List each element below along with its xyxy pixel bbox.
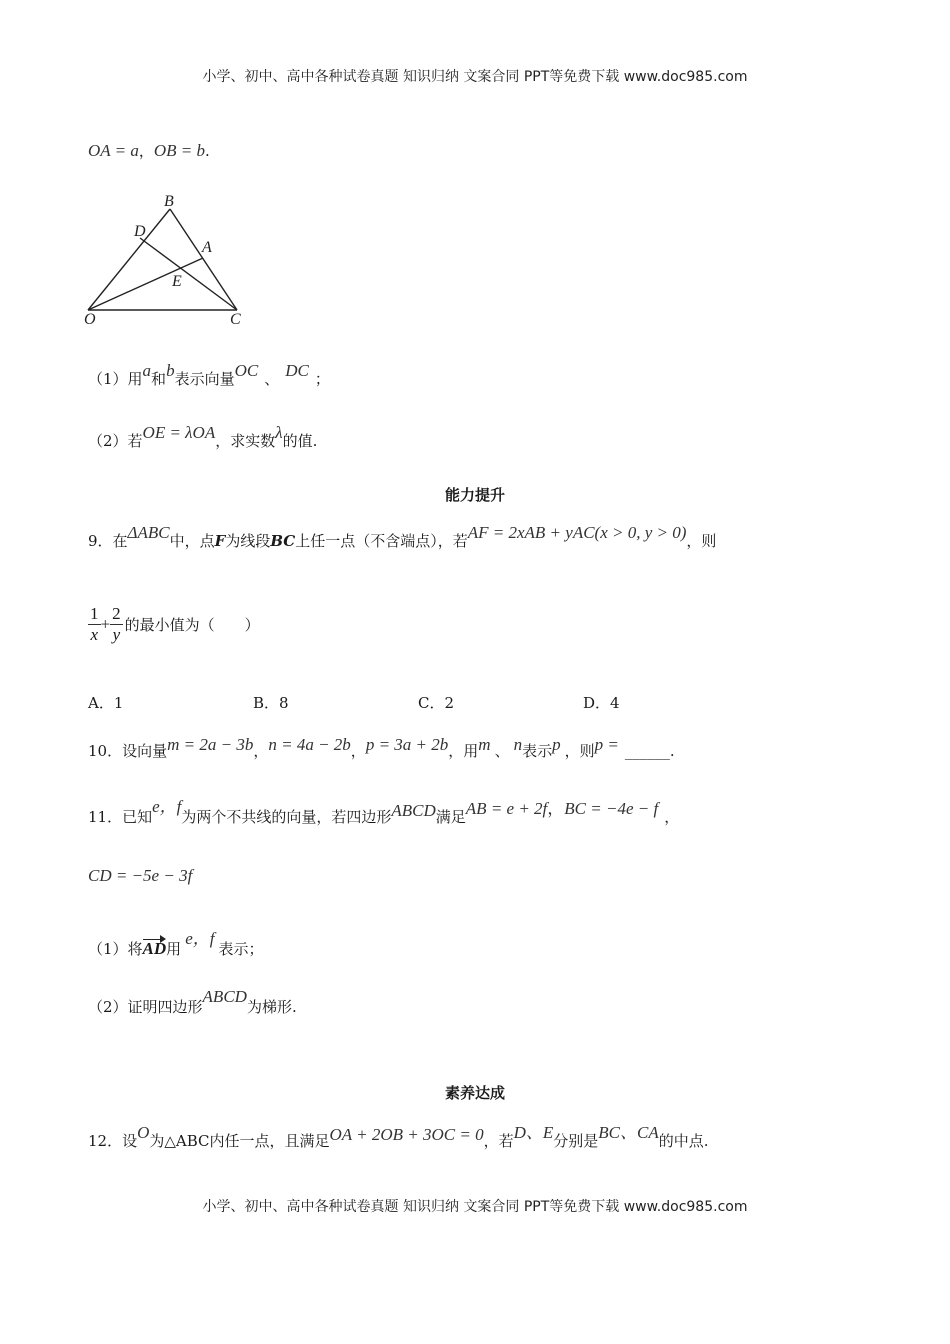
segments-bc-ca: BC、CA [598, 1123, 659, 1142]
q9-num: 9．在 [88, 532, 128, 550]
q12-mid2: ，若 [483, 1132, 514, 1150]
p-eq: p = [594, 735, 619, 754]
vector-m-eq: m = 2a − 3b [167, 735, 254, 754]
q10-sep: ， [253, 742, 269, 760]
q11-end: ， [664, 808, 680, 826]
q11-part2 [88, 987, 297, 1017]
q8-2-pre: （2）若 [88, 432, 143, 450]
q10-num: 10．设向量 [88, 742, 168, 760]
q9-mid2: 为线段 [225, 532, 271, 550]
bc-eq: BC = −4e − f [564, 799, 659, 818]
q8-part2 [88, 423, 318, 451]
q12-stem [88, 1123, 709, 1151]
q11-1-pre: （1）将 [88, 940, 143, 958]
plus-sign: + [100, 614, 111, 634]
frac1-den: x [90, 625, 99, 644]
q10-sep3: 、 [494, 742, 510, 760]
label-b: B [164, 193, 174, 210]
var-n: n [513, 735, 523, 754]
q8-1-mid: 表示向量 [174, 370, 235, 388]
q9-stem [88, 523, 717, 551]
q8-2-mid: ，求实数 [215, 432, 276, 450]
vectors-e-f: e，f [152, 797, 182, 816]
triangle-figure [80, 192, 260, 332]
q11-mid: 为两个不共线的向量，若四边形 [181, 808, 392, 826]
q11-num: 11．已知 [88, 808, 153, 826]
q11-sep: ， [547, 799, 565, 818]
q9-expression [88, 604, 260, 645]
q9-option-b: B．8 [253, 694, 289, 712]
q10-stem [88, 735, 675, 761]
vector-ad: AD [142, 939, 167, 958]
label-e: E [172, 273, 182, 290]
section-title-ability: 能力提升 [444, 486, 505, 504]
q11-mid2: 满足 [435, 808, 466, 826]
side-bc [170, 209, 237, 310]
side-ob [88, 209, 170, 310]
q12-num: 12．设 [88, 1132, 138, 1150]
q9-mid: 中，点 [169, 532, 215, 550]
intro-sep: ， [138, 142, 154, 160]
label-a: A [202, 239, 212, 256]
vector-oa-eq: OA = a [88, 141, 139, 160]
q9-option-d: D．4 [583, 694, 620, 712]
point-o: O [137, 1123, 150, 1142]
fraction-1-over-x [88, 604, 101, 645]
vector-p-eq: p = 3a + 2b [365, 735, 449, 754]
q11-1-mid: 用 [166, 940, 182, 958]
ab-eq: AB = e + 2f [465, 799, 548, 818]
frac2-den: y [112, 625, 121, 644]
vector-ob-eq: OB = b [153, 141, 205, 160]
var-lambda: λ [275, 423, 283, 442]
quad-abcd: ABCD [391, 801, 436, 820]
q10-sep2: ， [350, 742, 366, 760]
q9-triangle: ΔABC [127, 523, 170, 542]
var-b: b [166, 361, 175, 380]
points-d-e: D、E [513, 1123, 554, 1142]
q9-end: ，则 [686, 532, 717, 550]
q9-option-a: A．1 [88, 694, 124, 712]
var-p: p [552, 735, 561, 754]
label-c: C [230, 311, 241, 328]
q12-vector-eq: OA + 2OB + 3OC = 0 [329, 1125, 484, 1144]
answer-blank[interactable]: ______. [624, 742, 675, 760]
vector-dc: DC [285, 361, 309, 380]
q12-mid3: 分别是 [553, 1132, 599, 1150]
q10-mid: ，用 [448, 742, 479, 760]
q12-end: 的中点. [658, 1132, 709, 1150]
vectors-e-f-2: e，f [185, 929, 215, 948]
q11-2-pre: （2）证明四边形 [88, 998, 203, 1016]
q9-mid3: 上任一点（不含端点），若 [295, 532, 468, 550]
page-header: 小学、初中、高中各种试卷真题 知识归纳 文案合同 PPT等免费下载 www.doc985.com [202, 69, 748, 85]
frac2-num: 2 [112, 604, 121, 623]
q8-1-sep: 、 [264, 370, 280, 388]
section-title-literacy: 素养达成 [444, 1084, 505, 1102]
page-footer: 小学、初中、高中各种试卷真题 知识归纳 文案合同 PPT等免费下载 www.doc985.com [202, 1199, 748, 1215]
q8-1-and: 和 [151, 370, 167, 388]
q8-1-end: ； [314, 370, 330, 388]
quad-abcd-2: ABCD [202, 987, 247, 1006]
var-m: m [478, 735, 491, 754]
fraction-2-over-y [110, 604, 123, 645]
segment-oa [88, 258, 203, 310]
vector-oc: OC [234, 361, 259, 380]
segment-dc [140, 238, 237, 310]
q10-mid2: 表示 [522, 742, 553, 760]
q10-mid3: ，则 [564, 742, 595, 760]
vector-n-eq: n = 4a − 2b [268, 735, 351, 754]
q11-1-end: 表示； [218, 940, 264, 958]
intro-line [88, 140, 210, 161]
var-a: a [142, 361, 152, 380]
cd-eq: CD = −5e − 3f [88, 866, 193, 885]
q9-tail: 的最小值为（ ） [124, 616, 260, 634]
q11-part1 [88, 929, 264, 959]
q11-stem [88, 797, 680, 827]
segment-bc: BC [270, 532, 296, 550]
q8-1-pre: （1）用 [88, 370, 143, 388]
label-d: D [134, 223, 146, 240]
point-f: F [214, 532, 226, 550]
frac1-num: 1 [90, 604, 99, 623]
oe-eq: OE = λOA [142, 423, 216, 442]
q11-2-end: 为梯形. [246, 998, 297, 1016]
intro-end: . [204, 142, 210, 160]
label-o: O [84, 311, 96, 328]
q12-mid: 为△ABC内任一点，且满足 [149, 1132, 330, 1150]
q9-option-c: C．2 [418, 694, 455, 712]
q8-part1 [88, 361, 330, 389]
q8-2-end: 的值. [282, 432, 318, 450]
q9-af-eq: AF = 2xAB + yAC(x > 0, y > 0) [467, 523, 687, 542]
